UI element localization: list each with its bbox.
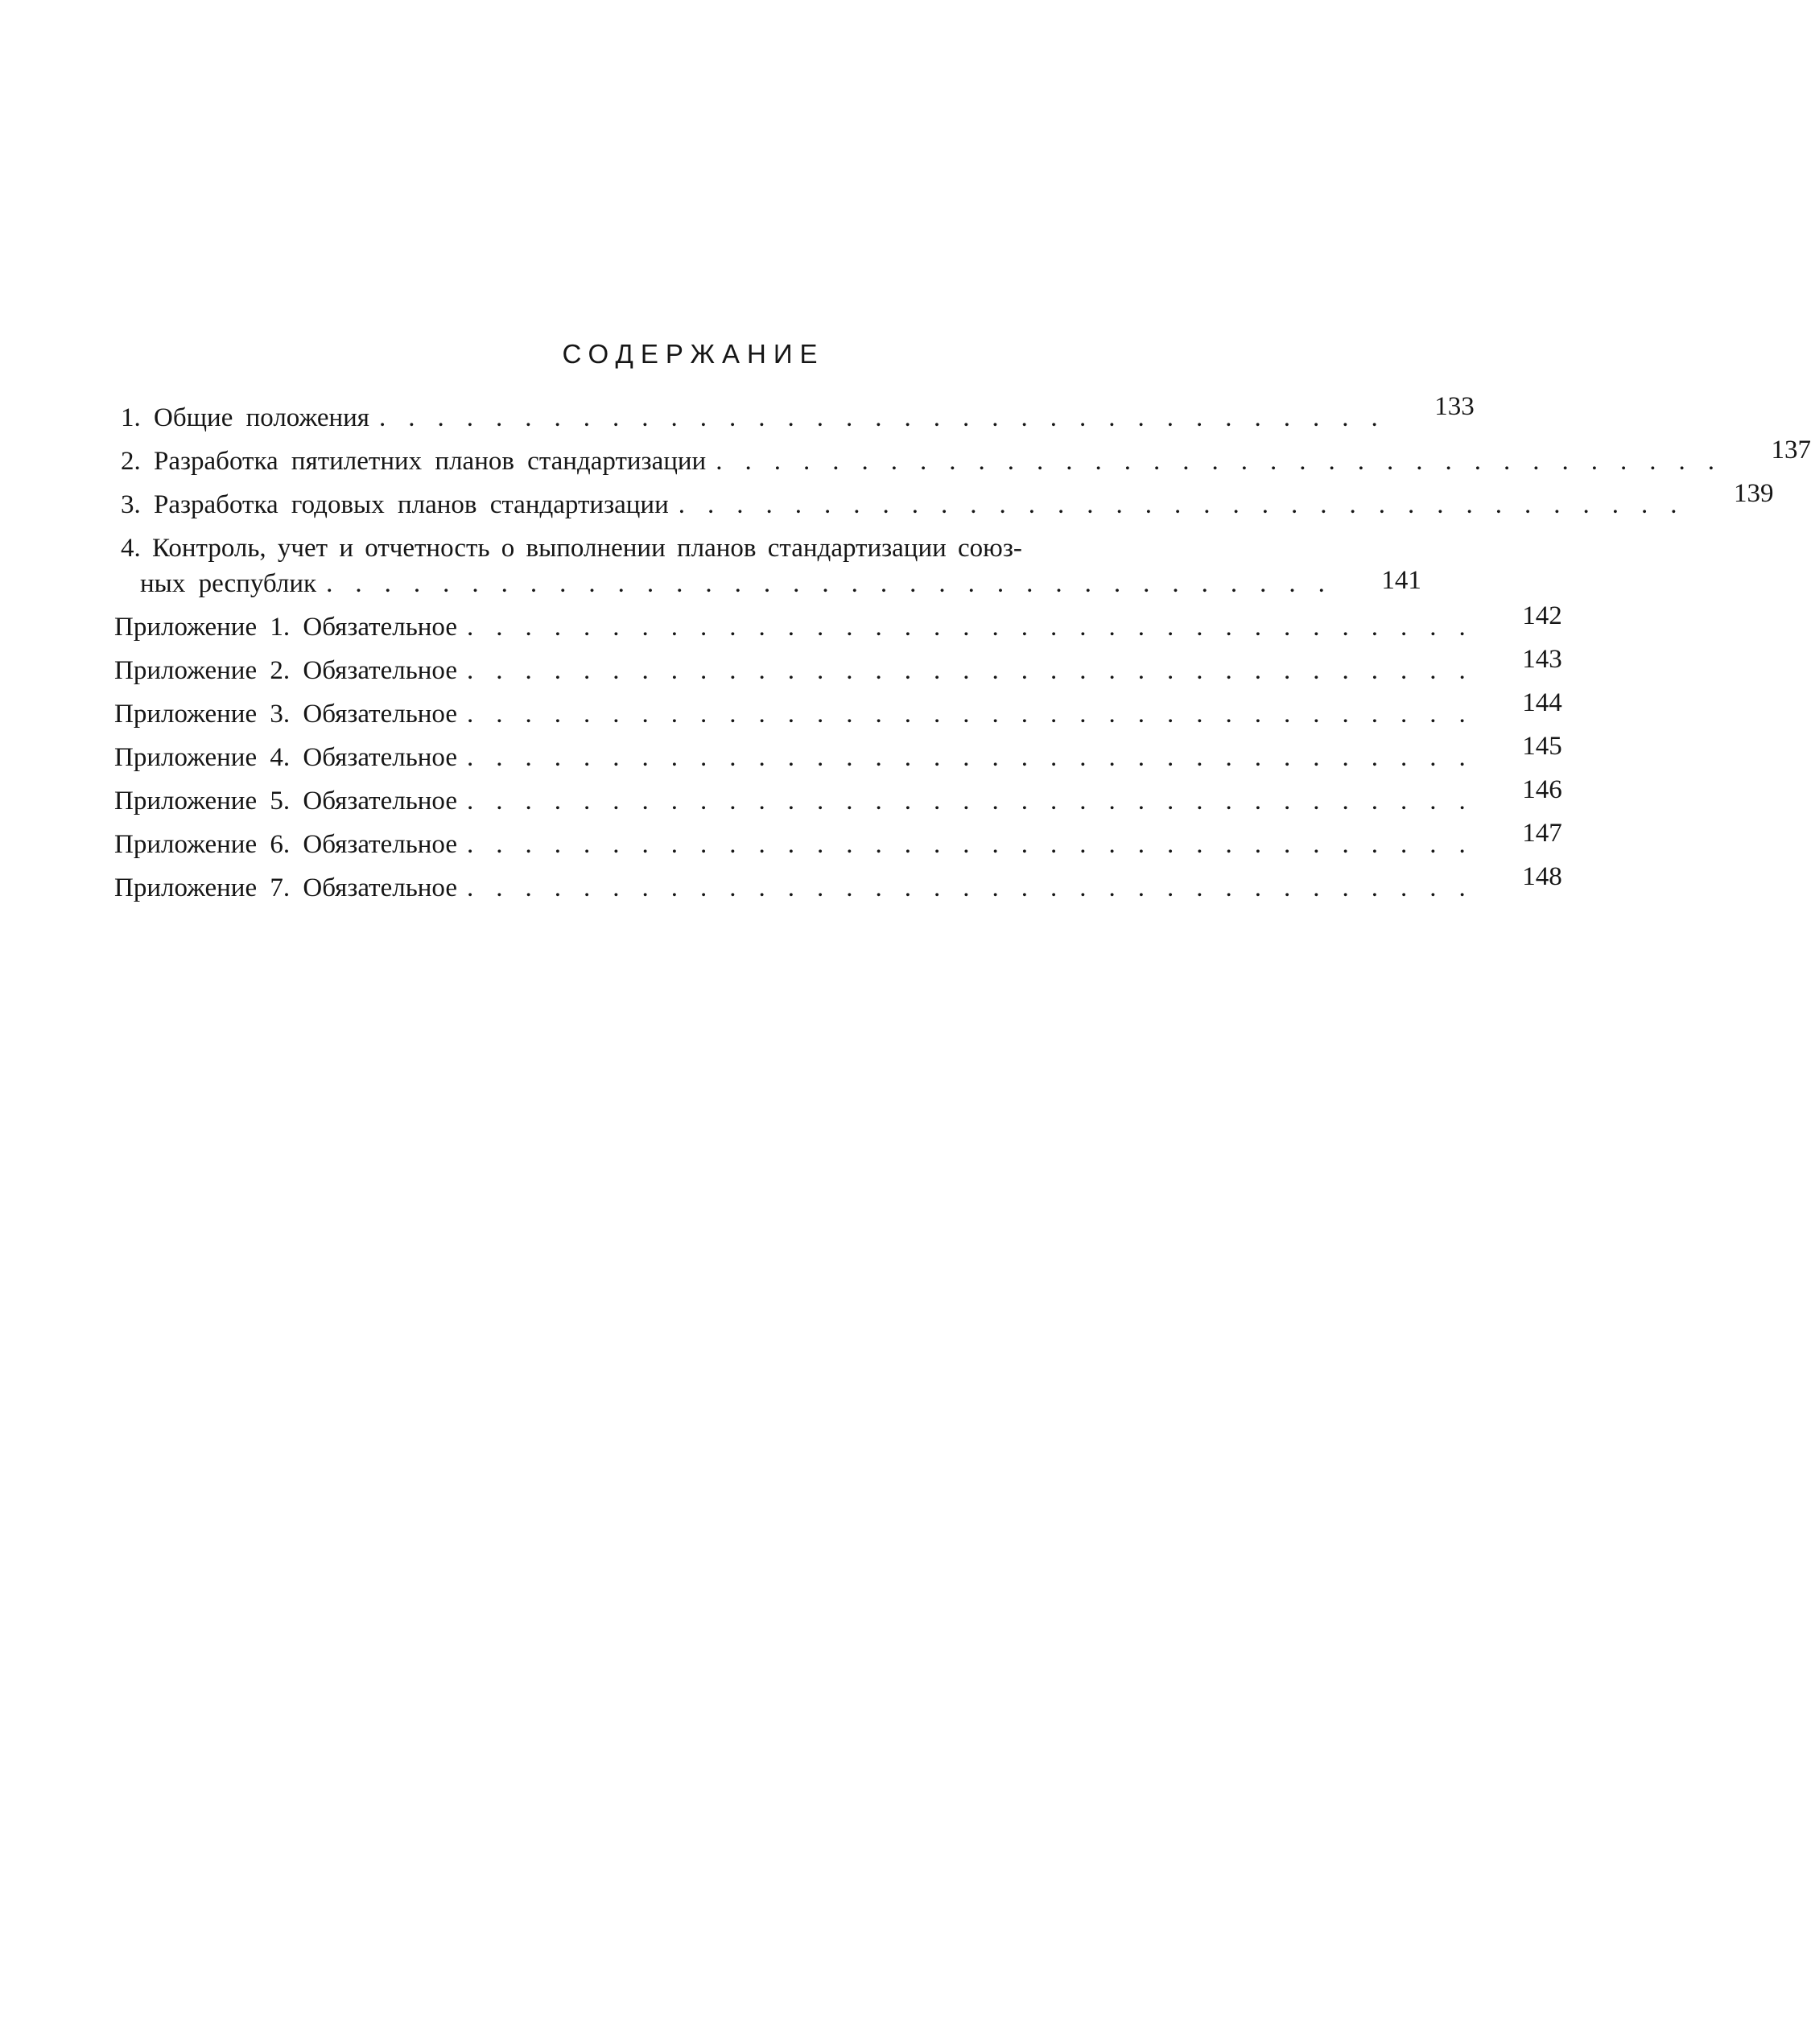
toc-entry-page: 139 xyxy=(1734,479,1774,508)
toc-entry[interactable] xyxy=(114,601,1562,645)
toc-entry-label-line2: ных республик xyxy=(140,569,317,598)
dot-leader: ................................... xyxy=(716,447,1737,476)
toc-entry[interactable] xyxy=(114,688,1562,732)
dot-leader: ................................... xyxy=(466,743,1488,772)
toc-entry[interactable] xyxy=(114,819,1562,862)
toc-entry-page: 145 xyxy=(1522,732,1562,761)
toc-entry-label-line1: 4. Контроль, учет и отчетность о выполнении планов стандартизации союз- xyxy=(121,534,1022,563)
dot-leader: ................................... xyxy=(466,700,1488,729)
toc-title: СОДЕРЖАНИЕ xyxy=(562,339,825,369)
dot-leader: ................................... xyxy=(466,613,1488,642)
toc-entry-label: Приложение 1. Обязательное xyxy=(114,613,457,642)
toc-entry-page: 137 xyxy=(1771,436,1811,465)
toc-entry[interactable] xyxy=(114,732,1562,775)
toc-entry[interactable] xyxy=(114,531,1421,601)
toc-entry-page: 148 xyxy=(1522,862,1562,891)
toc-entry-label: Приложение 4. Обязательное xyxy=(114,743,457,772)
toc-entry-page: 143 xyxy=(1522,645,1562,674)
toc-entry-page: 141 xyxy=(1381,566,1421,595)
dot-leader: ................................... xyxy=(678,490,1700,519)
toc-entry[interactable] xyxy=(114,479,1774,522)
table-of-contents xyxy=(114,392,1811,914)
toc-entry-page: 147 xyxy=(1522,819,1562,848)
toc-entry[interactable] xyxy=(114,775,1562,819)
dot-leader: ................................... xyxy=(326,569,1347,598)
toc-entry-label: 3. Разработка годовых планов стандартизации xyxy=(121,490,669,519)
toc-entry-page: 146 xyxy=(1522,775,1562,804)
toc-entry-page: 144 xyxy=(1522,688,1562,717)
toc-entry-page: 142 xyxy=(1522,601,1562,630)
toc-entry[interactable] xyxy=(114,862,1562,906)
toc-entry-page: 133 xyxy=(1434,392,1475,421)
toc-entry[interactable] xyxy=(114,645,1562,688)
dot-leader: ................................... xyxy=(378,403,1401,432)
toc-entry-label: Приложение 2. Обязательное xyxy=(114,656,457,685)
toc-entry[interactable] xyxy=(114,436,1811,479)
toc-entry-label: Приложение 5. Обязательное xyxy=(114,787,457,816)
dot-leader: ................................... xyxy=(466,656,1488,685)
dot-leader: ................................... xyxy=(466,830,1488,859)
toc-entry-label: Приложение 3. Обязательное xyxy=(114,700,457,729)
dot-leader: ................................... xyxy=(466,787,1488,816)
toc-entry[interactable] xyxy=(114,392,1475,436)
toc-entry-label: 2. Разработка пятилетних планов стандартизации xyxy=(121,447,707,476)
toc-entry-label: 1. Общие положения xyxy=(121,403,369,432)
dot-leader: ................................... xyxy=(466,873,1488,902)
toc-entry-label: Приложение 7. Обязательное xyxy=(114,873,457,902)
toc-entry-label: Приложение 6. Обязательное xyxy=(114,830,457,859)
